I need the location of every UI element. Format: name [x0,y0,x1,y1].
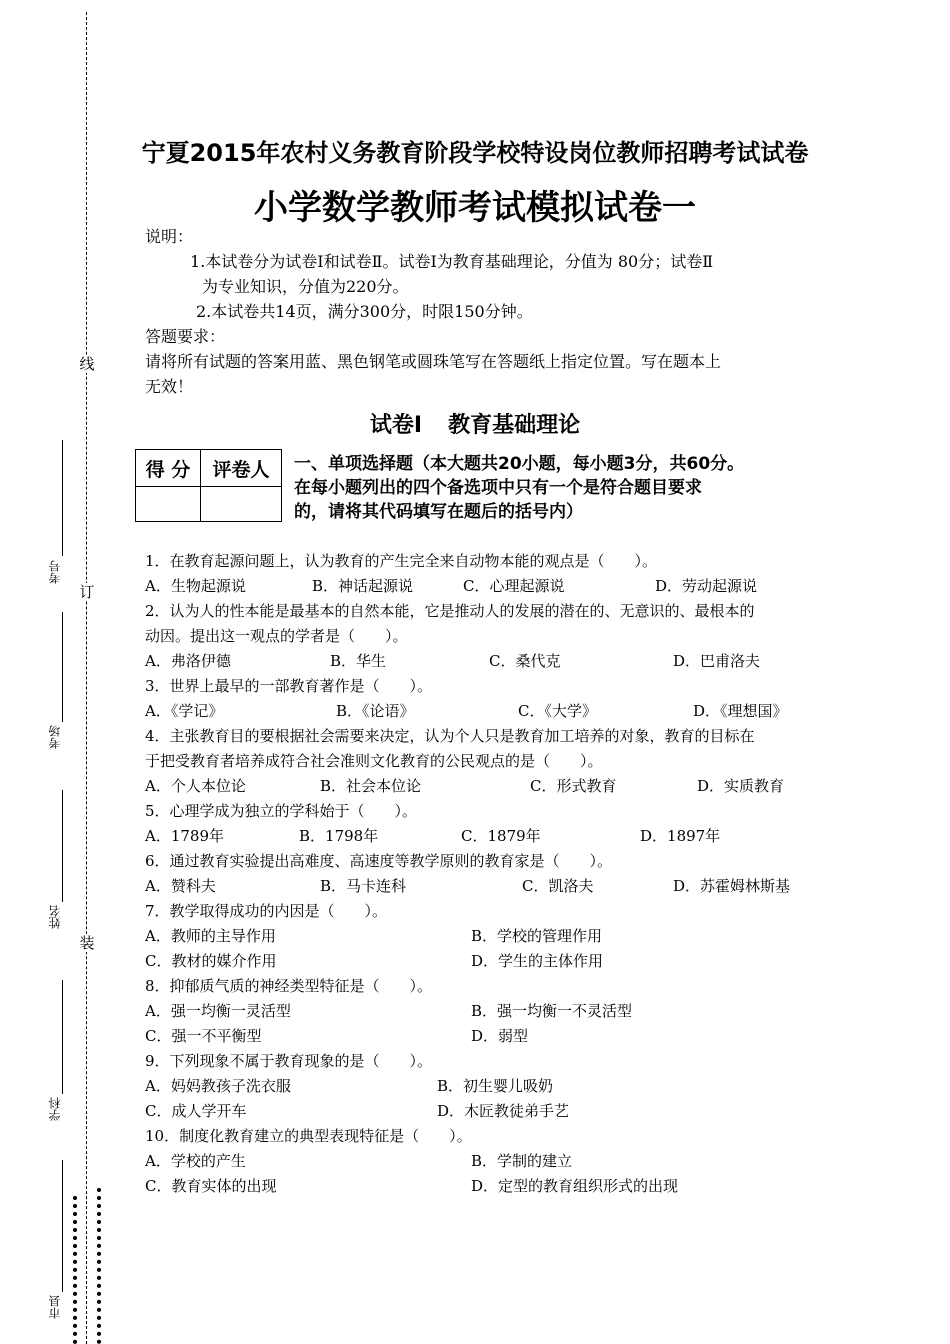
question-8: 8．抑郁质气质的神经类型特征是（ ）。 [145,977,433,995]
q2-option-b[interactable]: B．华生 [330,652,387,670]
field-subject-label: 学科 [48,1097,62,1121]
q6-option-a[interactable]: A．赞科夫 [145,877,216,895]
exam-paper-title: 小学数学教师考试模拟试卷一 [254,188,696,228]
q2-option-a[interactable]: A．弗洛伊德 [145,652,231,670]
part1-heading-line2: 在每小题列出的四个备选项中只有一个是符合题目要求 [294,478,702,498]
binding-char-ding: 订 [79,583,95,601]
field-name [48,905,64,929]
section-name: 教育基础理论 [448,413,581,438]
q7-option-c[interactable]: C．教材的媒介作用 [145,952,277,970]
q5-option-b[interactable]: B．1798年 [299,827,379,845]
requirements-line1: 请将所有试题的答案用蓝、黑色钢笔或圆珠笔写在答题纸上指定位置。写在题本上 [145,352,722,371]
question-2-line1: 2．认为人的性本能是最基本的自然本能，它是推动人的发展的潜在的、无意识的、最根本的 [145,602,755,620]
q8-option-d[interactable]: D．弱型 [471,1027,529,1045]
question-7: 7．教学取得成功的内因是（ ）。 [145,902,388,920]
score-header: 得 分 [136,450,201,487]
question-4-line1: 4．主张教育目的要根据社会需要来决定，认为个人只是教育加工培养的对象，教育的目标在 [145,727,755,745]
q9-option-b[interactable]: B．初生婴儿吸奶 [437,1077,554,1095]
q4-option-b[interactable]: B．社会本位论 [320,777,422,795]
section-label: 试卷Ⅰ [369,413,423,438]
binding-char-zhuang: 装 [79,934,95,952]
field-name-line[interactable] [62,790,63,902]
q9-option-a[interactable]: A．妈妈教孩子洗衣服 [145,1077,291,1095]
grader-header: 评卷人 [201,450,282,487]
field-exam-room [48,725,64,749]
q1-option-d[interactable]: D．劳动起源说 [655,577,758,595]
binding-dots-left [73,1196,77,1344]
q7-option-a[interactable]: A．教师的主导作用 [145,927,276,945]
q5-option-a[interactable]: A．1789年 [145,827,225,845]
field-exam-number-label: 考号 [48,560,62,584]
question-1: 1．在教育起源问题上，认为教育的产生完全来自动物本能的观点是（ ）。 [145,552,658,570]
q6-option-d[interactable]: D．苏霍姆林斯基 [673,877,791,895]
q9-option-d[interactable]: D．木匠教徒弟手艺 [437,1102,570,1120]
field-county-label: 市县 [48,1295,62,1319]
field-subject-line[interactable] [62,980,63,1094]
part1-heading-line3: 的，请将其代码填写在题后的括号内） [294,502,583,522]
field-subject [48,1097,64,1121]
q3-option-a[interactable]: A．《学记》 [145,702,224,720]
q4-option-a[interactable]: A．个人本位论 [145,777,246,795]
field-exam-room-line[interactable] [62,612,63,722]
question-5: 5．心理学成为独立的学科始于（ ）。 [145,802,418,820]
instruction-1-line1: 1.本试卷分为试卷Ⅰ和试卷Ⅱ。试卷Ⅰ为教育基础理论，分值为 80分；试卷Ⅱ [190,252,714,271]
question-3: 3．世界上最早的一部教育著作是（ ）。 [145,677,433,695]
question-2-line2: 动因。提出这一观点的学者是（ ）。 [145,627,408,645]
q7-option-d[interactable]: D．学生的主体作用 [471,952,604,970]
part1-heading-line1: 一、单项选择题（本大题共20小题，每小题3分，共60分。 [294,454,745,474]
q10-option-c[interactable]: C．教育实体的出现 [145,1177,277,1195]
q8-option-b[interactable]: B．强一均衡一不灵活型 [471,1002,633,1020]
q3-option-d[interactable]: D．《理想国》 [693,702,788,720]
q2-option-c[interactable]: C．桑代克 [489,652,561,670]
field-exam-room-label: 考场 [48,725,62,749]
requirements-heading: 答题要求： [145,327,226,346]
q10-option-a[interactable]: A．学校的产生 [145,1152,246,1170]
field-county [48,1295,64,1319]
score-table [135,449,282,522]
section-title [0,408,950,439]
q9-option-c[interactable]: C．成人学开车 [145,1102,247,1120]
q2-option-d[interactable]: D．巴甫洛夫 [673,652,761,670]
q8-option-c[interactable]: C．强一不平衡型 [145,1027,262,1045]
grader-cell[interactable] [201,487,282,522]
instruction-1-line2: 为专业知识，分值为220分。 [202,277,409,296]
question-6: 6．通过教育实验提出高难度、高速度等教学原则的教育家是（ ）。 [145,852,613,870]
instruction-2: 2.本试卷共14页，满分300分，时限150分钟。 [196,302,533,321]
field-name-label: 姓名 [48,905,62,929]
score-cell[interactable] [136,487,201,522]
question-10: 10．制度化教育建立的典型表现特征是（ ）。 [145,1127,472,1145]
q6-option-c[interactable]: C．凯洛夫 [522,877,594,895]
q1-option-b[interactable]: B．神话起源说 [312,577,414,595]
field-county-line[interactable] [62,1160,63,1292]
field-exam-number-line[interactable] [62,440,63,556]
binding-dots-right [97,1188,101,1344]
q1-option-a[interactable]: A．生物起源说 [145,577,246,595]
exam-series-title: 宁夏2015年农村义务教育阶段学校特设岗位教师招聘考试试卷 [141,139,809,167]
q3-option-b[interactable]: B．《论语》 [336,702,415,720]
q5-option-c[interactable]: C．1879年 [461,827,541,845]
q10-option-b[interactable]: B．学制的建立 [471,1152,573,1170]
q6-option-b[interactable]: B．马卡连科 [320,877,407,895]
field-exam-number [48,560,64,584]
q4-option-c[interactable]: C．形式教育 [530,777,617,795]
question-9: 9．下列现象不属于教育现象的是（ ）。 [145,1052,433,1070]
q8-option-a[interactable]: A．强一均衡一灵活型 [145,1002,291,1020]
q7-option-b[interactable]: B．学校的管理作用 [471,927,603,945]
q4-option-d[interactable]: D．实质教育 [697,777,785,795]
requirements-line2: 无效！ [145,377,194,396]
binding-char-xian: 线 [79,355,95,373]
part1-heading [294,452,814,524]
question-4-line2: 于把受教育者培养成符合社会准则文化教育的公民观点的是（ ）。 [145,752,603,770]
q5-option-d[interactable]: D．1897年 [640,827,721,845]
q3-option-c[interactable]: C．《大学》 [518,702,597,720]
instructions-heading: 说明： [145,227,194,246]
q10-option-d[interactable]: D．定型的教育组织形式的出现 [471,1177,679,1195]
q1-option-c[interactable]: C．心理起源说 [463,577,565,595]
